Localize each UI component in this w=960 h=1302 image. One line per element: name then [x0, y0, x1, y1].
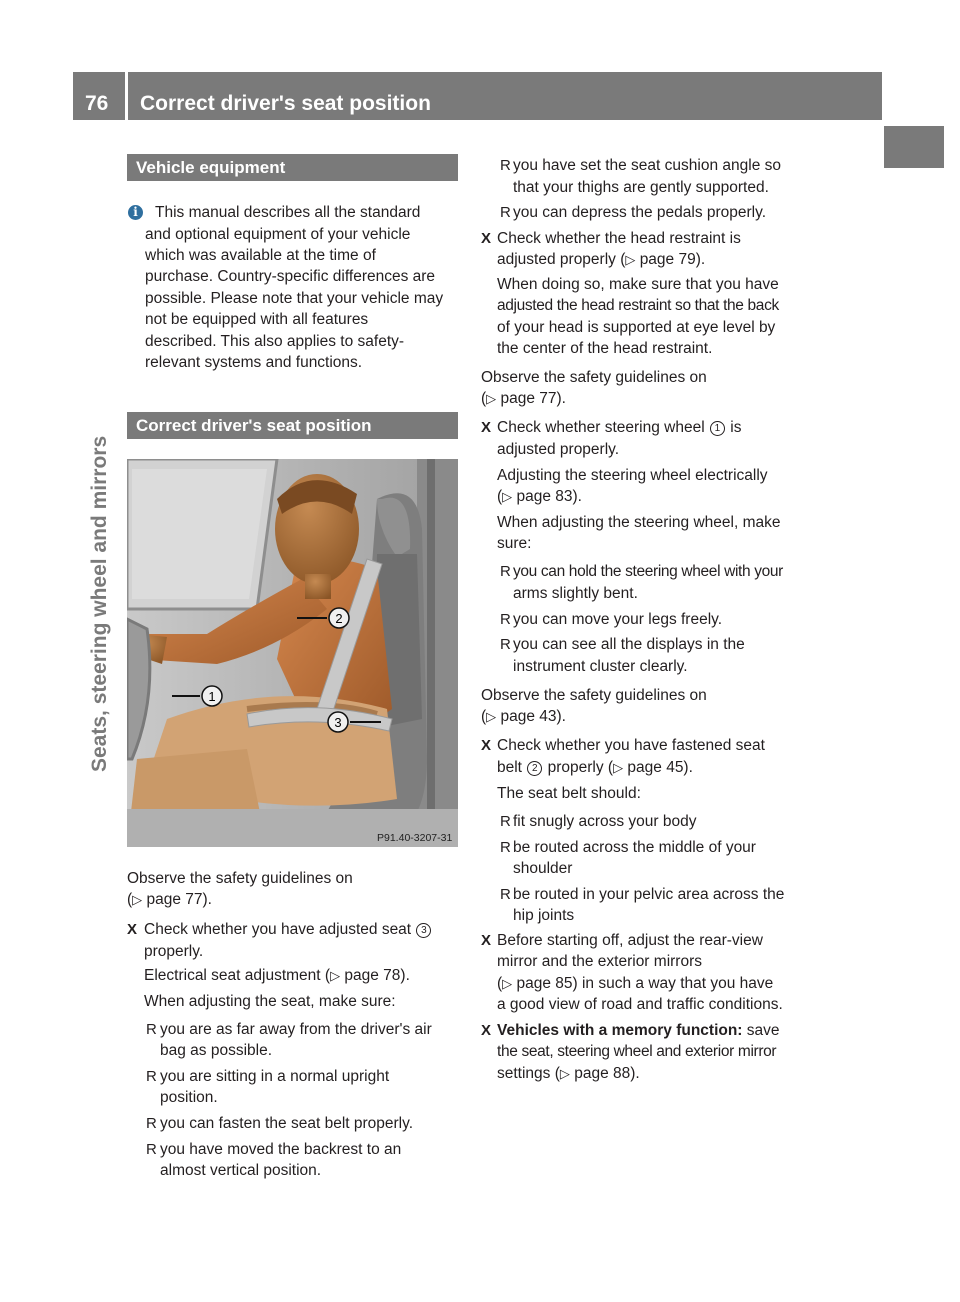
bullet-icon: R — [500, 611, 511, 628]
step-properly: properly. — [144, 943, 204, 960]
step-x-icon: X — [481, 419, 492, 436]
text-line: the seat, steering wheel and exterior mirror — [497, 1043, 777, 1060]
callout-1-inline: 1 — [710, 421, 725, 436]
bullet-text: position. — [160, 1089, 218, 1106]
bullet-icon: R — [500, 157, 511, 174]
step-head-restraint: Check whether the head restraint is — [497, 230, 741, 247]
page-number: 76 — [73, 72, 125, 120]
text-line: possible. Please note that your vehicle may — [145, 290, 444, 307]
text-line: mirror and the exterior mirrors — [497, 953, 702, 970]
bullet-text: shoulder — [513, 860, 573, 877]
when-adjusting-seat: When adjusting the seat, make sure: — [144, 993, 396, 1010]
bullet-text: fit snugly across your body — [513, 813, 697, 830]
text-line: the center of the head restraint. — [497, 340, 713, 357]
step-steering-wheel: Check whether steering wheel 1 is — [497, 419, 742, 436]
chapter-label: Seats, steering wheel and mirrors — [88, 435, 111, 772]
callout-3-label: 3 — [334, 715, 342, 730]
step-x-icon: X — [127, 921, 138, 938]
text-line: sure: — [497, 535, 532, 552]
page-title: Correct driver's seat position — [128, 72, 882, 120]
text-line: Adjusting the steering wheel electrically — [497, 467, 768, 484]
page-ref-79[interactable]: page 79). — [639, 251, 706, 268]
bullet-text: you have moved the backrest to an — [160, 1141, 402, 1158]
text-line: relevant systems and functions. — [145, 354, 363, 371]
figure-code: P91.40-3207-31 — [377, 832, 453, 844]
text-line: This manual describes all the standard — [155, 204, 421, 221]
arrow-icon: ▷ — [502, 976, 513, 991]
step-memory: Vehicles with a memory function: save — [497, 1022, 780, 1039]
bullet-text: bag as possible. — [160, 1042, 273, 1059]
page-ref-43[interactable]: page 43). — [500, 708, 566, 725]
text-line: which was available at the time of — [145, 247, 376, 264]
bullet-text: that your thighs are gently supported. — [513, 179, 769, 196]
bullet-text: almost vertical position. — [160, 1162, 322, 1179]
head-restraint-ref: adjusted properly (▷ page 79). — [497, 251, 706, 268]
text-line: of your head is supported at eye level by — [497, 319, 776, 336]
bullet-text: hip joints — [513, 907, 575, 924]
arrow-icon: ▷ — [625, 252, 636, 267]
bullet-icon: R — [500, 886, 511, 903]
callout-1-label: 1 — [208, 689, 216, 704]
bullet-icon: R — [500, 813, 511, 830]
observe-ref: (▷ page 77). — [127, 891, 212, 908]
arrow-icon: ▷ — [613, 760, 624, 775]
mirror-ref: (▷ page 85) in such a way that you have — [497, 975, 774, 992]
text-line: purchase. Country-specific differences are — [145, 268, 436, 285]
page-ref-45[interactable]: page 45). — [627, 759, 693, 776]
page-ref-85[interactable]: page 85) in such a way that you have — [516, 975, 774, 992]
arrow-icon: ▷ — [330, 968, 341, 983]
observe-ref: (▷ page 43). — [481, 708, 566, 725]
bullet-icon: R — [146, 1141, 157, 1158]
step-check-seat: Check whether you have adjusted seat 3 — [144, 919, 432, 940]
text-line: The seat belt should: — [497, 785, 641, 802]
step-seat-belt: Check whether you have fastened seat — [497, 737, 765, 754]
arrow-icon: ▷ — [132, 892, 143, 907]
callout-3-inline: 3 — [416, 923, 431, 938]
step-mirrors: Before starting off, adjust the rear-view — [497, 932, 763, 949]
section-heading-vehicle-equipment: Vehicle equipment — [127, 154, 458, 181]
arrow-icon: ▷ — [559, 1066, 570, 1081]
page-ref-77[interactable]: page 77). — [146, 891, 212, 908]
observe-line: Observe the safety guidelines on — [481, 369, 707, 386]
memory-ref: settings (▷ page 88). — [497, 1065, 640, 1082]
driver-seat-illustration — [127, 459, 458, 847]
text-line: When doing so, make sure that you have — [497, 276, 779, 293]
driver-seat-figure-svg — [127, 459, 458, 847]
bullet-icon: R — [500, 204, 511, 221]
text-line: adjusted properly. — [497, 441, 620, 458]
callout-2-inline: 2 — [527, 761, 542, 776]
bullet-text: you have set the seat cushion angle so — [513, 157, 781, 174]
bullet-text: arms slightly bent. — [513, 585, 638, 602]
text-line: a good view of road and traffic conditions. — [497, 996, 783, 1013]
text-line: and optional equipment of your vehicle — [145, 226, 411, 243]
bullet-icon: R — [500, 636, 511, 653]
observe-line: Observe the safety guidelines on — [127, 870, 353, 887]
observe-line: Observe the safety guidelines on — [481, 687, 707, 704]
callout-2-label: 2 — [335, 611, 343, 626]
text-line: not be equipped with all features — [145, 311, 369, 328]
seat-belt-ref: belt 2 properly (▷ page 45). — [497, 759, 693, 776]
step-x-icon: X — [481, 737, 492, 754]
bullet-text: you can depress the pedals properly. — [513, 204, 767, 221]
electrical-seat-ref: Electrical seat adjustment (▷ page 78). — [144, 967, 410, 984]
text-line: When adjusting the steering wheel, make — [497, 514, 781, 531]
observe-ref: (▷ page 77). — [481, 390, 566, 407]
bullet-icon: R — [146, 1021, 157, 1038]
page-ref-77[interactable]: page 77). — [500, 390, 566, 407]
side-tab-block — [884, 126, 944, 168]
info-icon: i — [128, 205, 143, 220]
page-ref-88[interactable]: page 88). — [574, 1065, 640, 1082]
step-x-icon: X — [481, 1022, 492, 1039]
bullet-icon: R — [146, 1068, 157, 1085]
bullet-text: you are sitting in a normal upright — [160, 1068, 390, 1085]
bullet-icon: R — [500, 563, 511, 580]
step-x-icon: X — [481, 230, 492, 247]
bullet-text: you can fasten the seat belt properly. — [160, 1115, 414, 1132]
bullet-text: be routed in your pelvic area across the — [513, 886, 785, 903]
step-x-icon: X — [481, 932, 492, 949]
bullet-text: you can hold the steering wheel with your — [513, 563, 783, 580]
bullet-text: you are as far away from the driver's air — [160, 1021, 432, 1038]
bullet-icon: R — [146, 1115, 157, 1132]
bullet-text: you can move your legs freely. — [513, 611, 723, 628]
page-ref-78[interactable]: page 78). — [344, 967, 410, 984]
section-heading-seat-position: Correct driver's seat position — [127, 412, 458, 439]
arrow-icon: ▷ — [486, 391, 497, 406]
text-line: described. This also applies to safety- — [145, 333, 405, 350]
bullet-icon: R — [500, 839, 511, 856]
bullet-text: be routed across the middle of your — [513, 839, 756, 856]
text-line: adjusted the head restraint so that the back — [497, 297, 779, 314]
arrow-icon: ▷ — [486, 709, 497, 724]
page-ref-83[interactable]: page 83). — [516, 488, 582, 505]
bullet-text: you can see all the displays in the — [513, 636, 745, 653]
steering-ref: (▷ page 83). — [497, 488, 582, 505]
arrow-icon: ▷ — [502, 489, 513, 504]
bullet-text: instrument cluster clearly. — [513, 658, 688, 675]
